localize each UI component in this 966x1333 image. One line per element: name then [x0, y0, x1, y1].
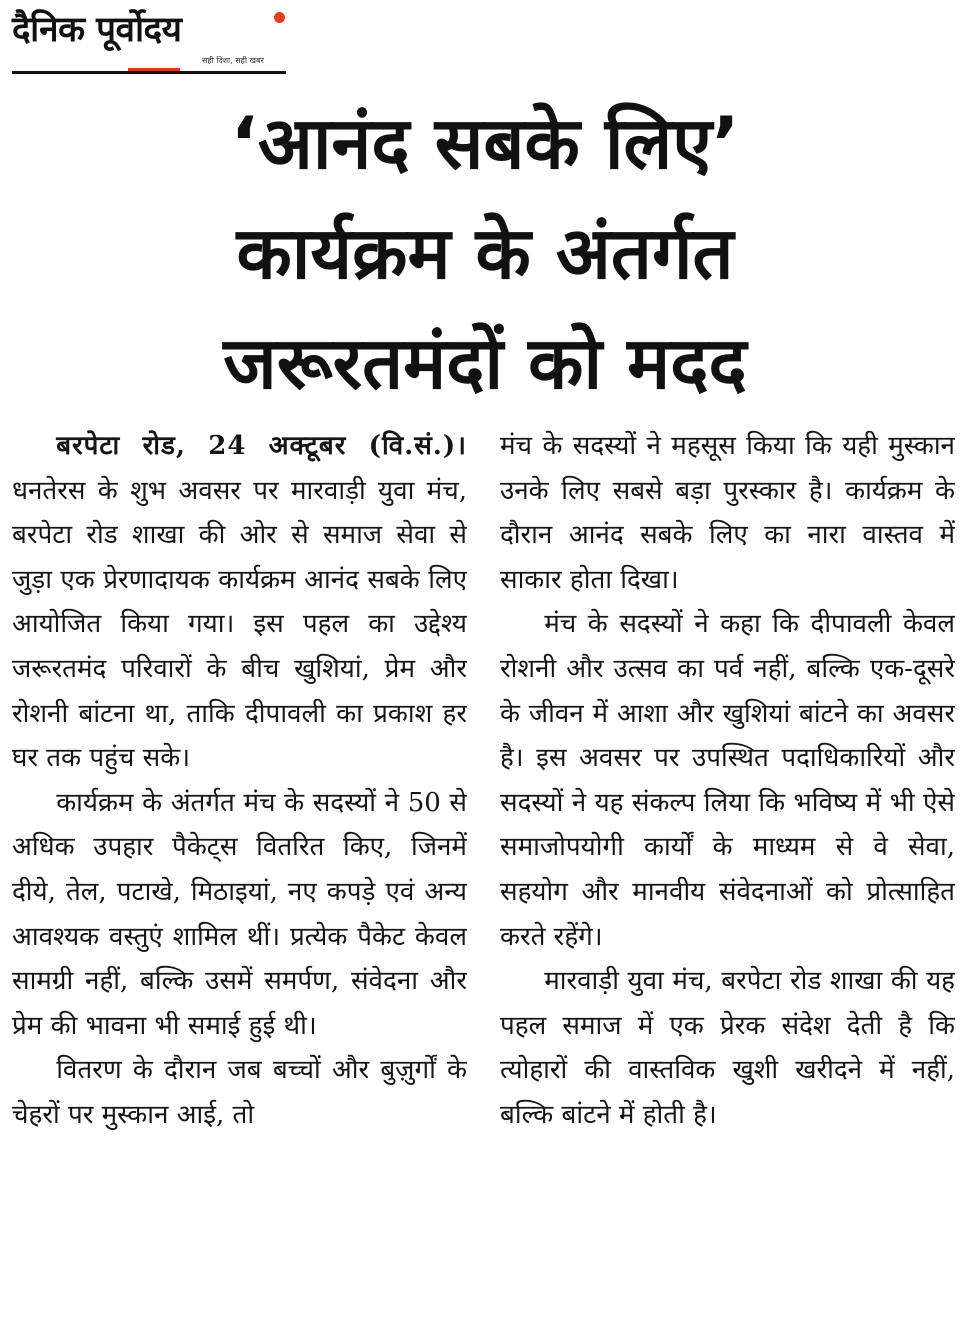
paragraph-text: धनतेरस के शुभ अवसर पर मारवाड़ी युवा मंच, बरपेटा रोड शाखा की ओर से समाज सेवा से जुड़ा एक प्रेरणादायक कार्यक्रम आनंद सबके लिए आयोजित किया गया। इस पहल का उद्देश्य जरूरतमंद परिवारों के बीच खुशियां, प्रेम और रोशनी बांटना था, ताकि दीपावली का प्रकाश हर घर तक पहुंच सके। — [12, 475, 467, 774]
masthead-tagline: सही दिशा, सही खबर — [202, 56, 264, 65]
masthead — [12, 6, 286, 72]
headline-line-2: कार्यक्रम के अंतर्गत — [236, 211, 734, 295]
article-paragraph-continued: मंच के सदस्यों ने महसूस किया कि यही मुस्कान उनके लिए सबसे बड़ा पुरस्कार है। कार्यक्रम के दौरान आनंद सबके लिए का नारा वास्तव में साकार होता दिखा। — [500, 431, 955, 595]
dateline: बरपेटा रोड, 24 अक्टूबर (वि.सं.)। — [56, 431, 467, 461]
article-paragraph — [12, 424, 467, 781]
masthead-accent — [128, 68, 180, 71]
article-paragraph: कार्यक्रम के अंतर्गत मंच के सदस्यों ने 50 से अधिक उपहार पैकेट्स वितरित किए, जिनमें दीये, तेल, पटाखे, मिठाइयां, नए कपड़े एवं अन्य आवश्यक वस्तुएं शामिल थीं। प्रत्येक पैकेट केवल सामग्री नहीं, बल्कि उसमें समर्पण, संवेदना और प्रेम की भावना भी समाई हुई थी। — [12, 787, 467, 1041]
logo-dot-icon — [274, 12, 285, 23]
newspaper-logo: दैनिक पूर्वोदय — [12, 10, 182, 50]
headline-line-3: जरूरतमंदों को मदद — [223, 321, 747, 405]
article-column-left — [12, 424, 467, 1329]
article-paragraph: मंच के सदस्यों ने कहा कि दीपावली केवल रोशनी और उत्सव का पर्व नहीं, बल्कि एक-दूसरे के जीवन में आशा और खुशियां बांटने का अवसर है। इस अवसर पर उपस्थित पदाधिकारियों और सदस्यों ने यह संकल्प लिया कि भविष्य में भी ऐसे समाजोपयोगी कार्यों के माध्यम से वे सेवा, सहयोग और मानवीय संवेदनाओं को प्रोत्साहित करते रहेंगे। — [500, 609, 955, 952]
article-paragraph: वितरण के दौरान जब बच्चों और बुज़ुर्गों के चेहरों पर मुस्कान आई, तो — [12, 1055, 467, 1130]
article-column-right — [500, 424, 955, 1329]
headline-line-1: ‘आनंद सबके लिए’ — [230, 101, 740, 185]
article-paragraph: मारवाड़ी युवा मंच, बरपेटा रोड शाखा की यह पहल समाज में एक प्रेरक संदेश देती है कि त्योहारों की वास्तविक खुशी खरीदने में नहीं, बल्कि बांटने में होती है। — [500, 966, 955, 1130]
masthead-rule — [12, 71, 286, 74]
headline — [90, 88, 880, 418]
